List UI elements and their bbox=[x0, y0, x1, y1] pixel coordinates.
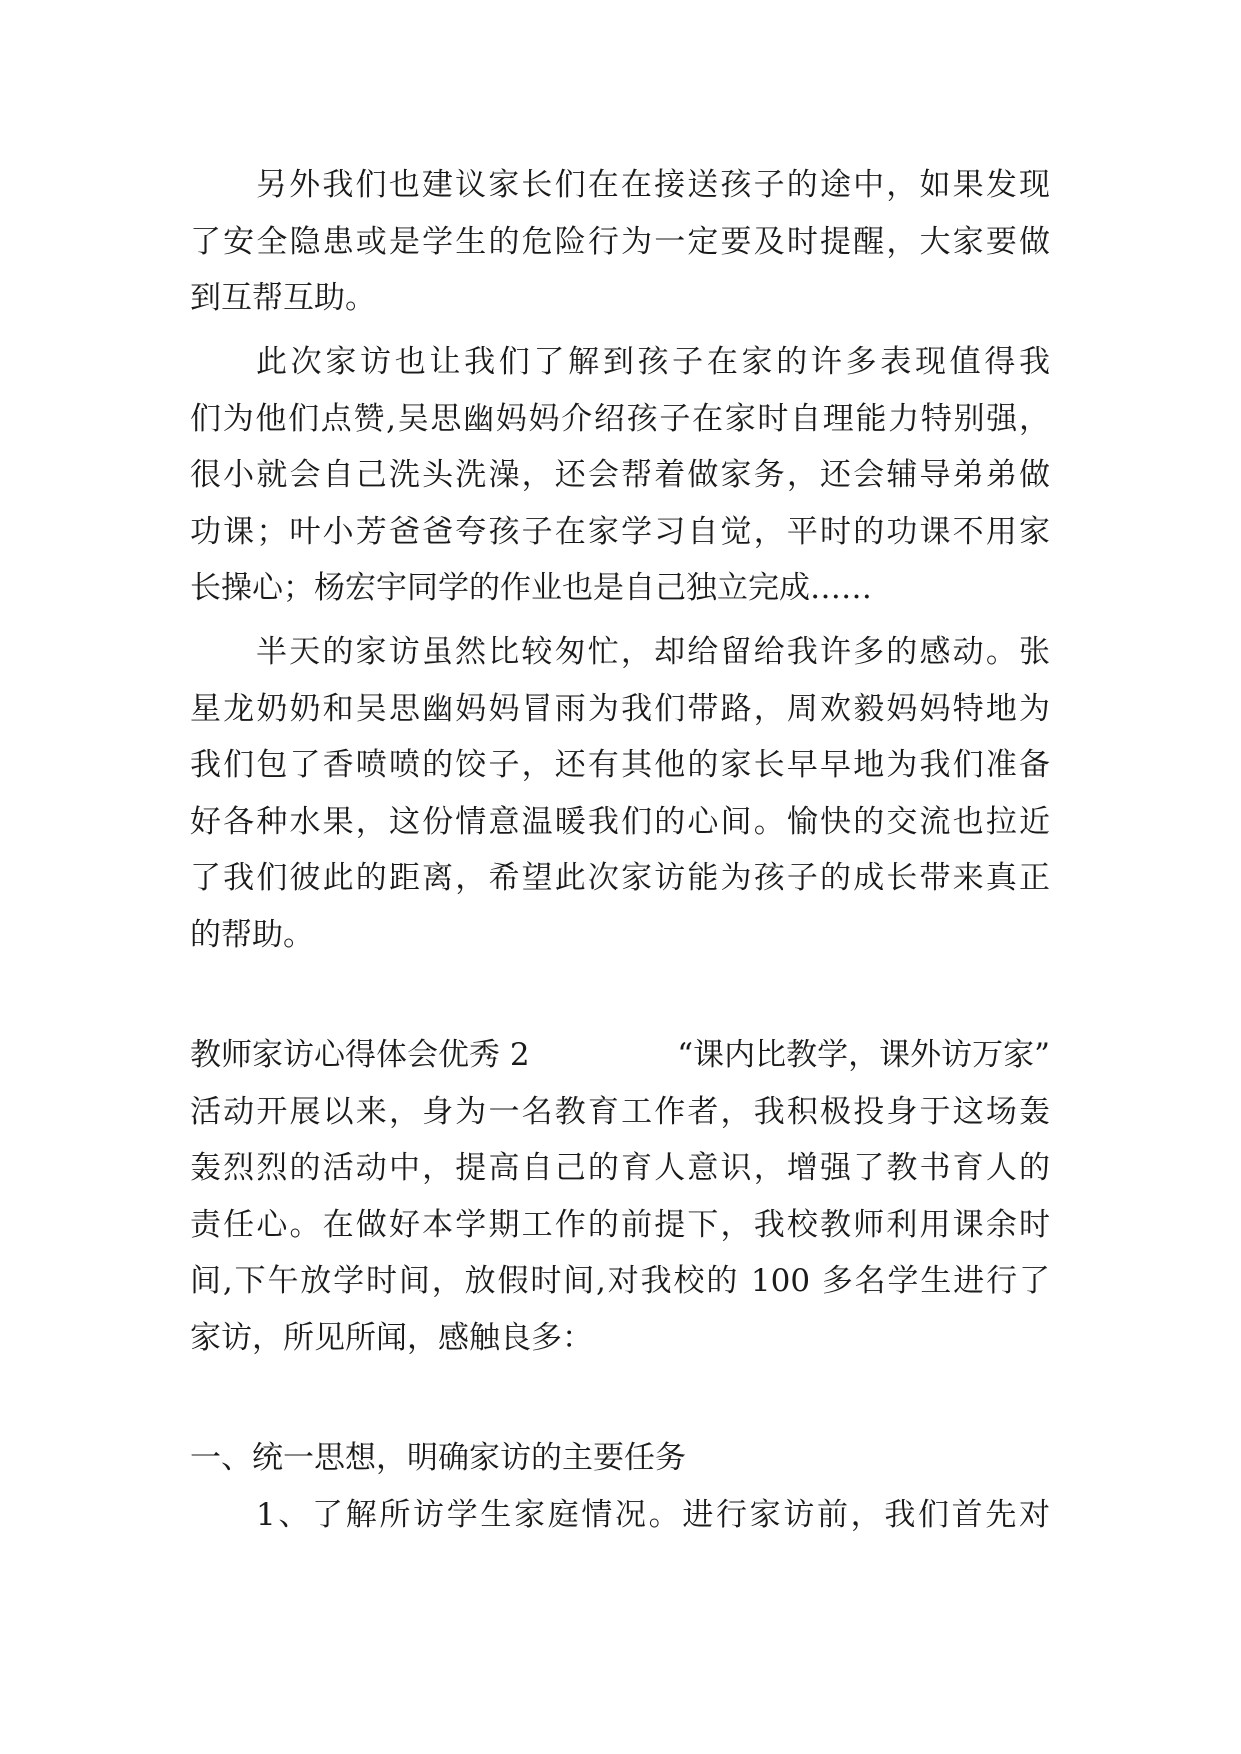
paragraph-3-line-1: 半天的家访虽然比较匆忙，却给留给我许多的感动。张 bbox=[256, 634, 1050, 670]
paragraph-2-line-1: 此次家访也让我们了解到孩子在家的许多表现值得我 bbox=[256, 344, 1050, 380]
paragraph-3-line-4: 好各种水果，这份情意温暖我们的心间。愉快的交流也拉近 bbox=[190, 804, 1050, 840]
subheading-1: 一、统一思想，明确家访的主要任务 bbox=[190, 1440, 686, 1476]
paragraph-3-line-2: 星龙奶奶和吴思幽妈妈冒雨为我们带路，周欢毅妈妈特地为 bbox=[190, 691, 1050, 727]
paragraph-3-line-5: 了我们彼此的距离，希望此次家访能为孩子的成长带来真正 bbox=[190, 860, 1050, 896]
paragraph-4-line-4: 间,下午放学时间，放假时间,对我校的 100 多名学生进行了 bbox=[190, 1263, 1050, 1299]
paragraph-3-line-3: 我们包了香喷喷的饺子，还有其他的家长早早地为我们准备 bbox=[190, 747, 1050, 783]
paragraph-4-line-1: 活动开展以来，身为一名教育工作者，我积极投身于这场轰 bbox=[190, 1094, 1050, 1130]
paragraph-4-line-3: 责任心。在做好本学期工作的前提下，我校教师利用课余时 bbox=[190, 1207, 1050, 1243]
paragraph-2-line-3: 很小就会自己洗头洗澡，还会帮着做家务，还会辅导弟弟做 bbox=[190, 457, 1050, 493]
paragraph-3-line-6: 的帮助。 bbox=[190, 917, 314, 953]
paragraph-1-line-2: 了安全隐患或是学生的危险行为一定要及时提醒，大家要做 bbox=[190, 224, 1050, 260]
paragraph-4-line-2: 轰烈烈的活动中，提高自己的育人意识，增强了教书育人的 bbox=[190, 1150, 1050, 1186]
paragraph-2-line-5: 长操心；杨宏宇同学的作业也是自己独立完成…… bbox=[190, 570, 872, 606]
paragraph-2-line-2: 们为他们点赞,吴思幽妈妈介绍孩子在家时自理能力特别强， bbox=[190, 401, 1050, 437]
section-title: 教师家访心得体会优秀 2 bbox=[190, 1037, 530, 1073]
paragraph-4-line-5: 家访，所见所闻，感触良多： bbox=[190, 1320, 593, 1356]
paragraph-1-line-1: 另外我们也建议家长们在在接送孩子的途中，如果发现 bbox=[256, 167, 1050, 203]
section-heading-row bbox=[190, 1030, 1050, 1080]
section-lead-quote: “课内比教学，课外访万家” bbox=[677, 1037, 1050, 1073]
paragraph-1-line-3: 到互帮互助。 bbox=[190, 280, 376, 316]
paragraph-6-line-1: 1、了解所访学生家庭情况。进行家访前，我们首先对 bbox=[256, 1497, 1050, 1533]
paragraph-2-line-4: 功课；叶小芳爸爸夸孩子在家学习自觉，平时的功课不用家 bbox=[190, 514, 1050, 550]
